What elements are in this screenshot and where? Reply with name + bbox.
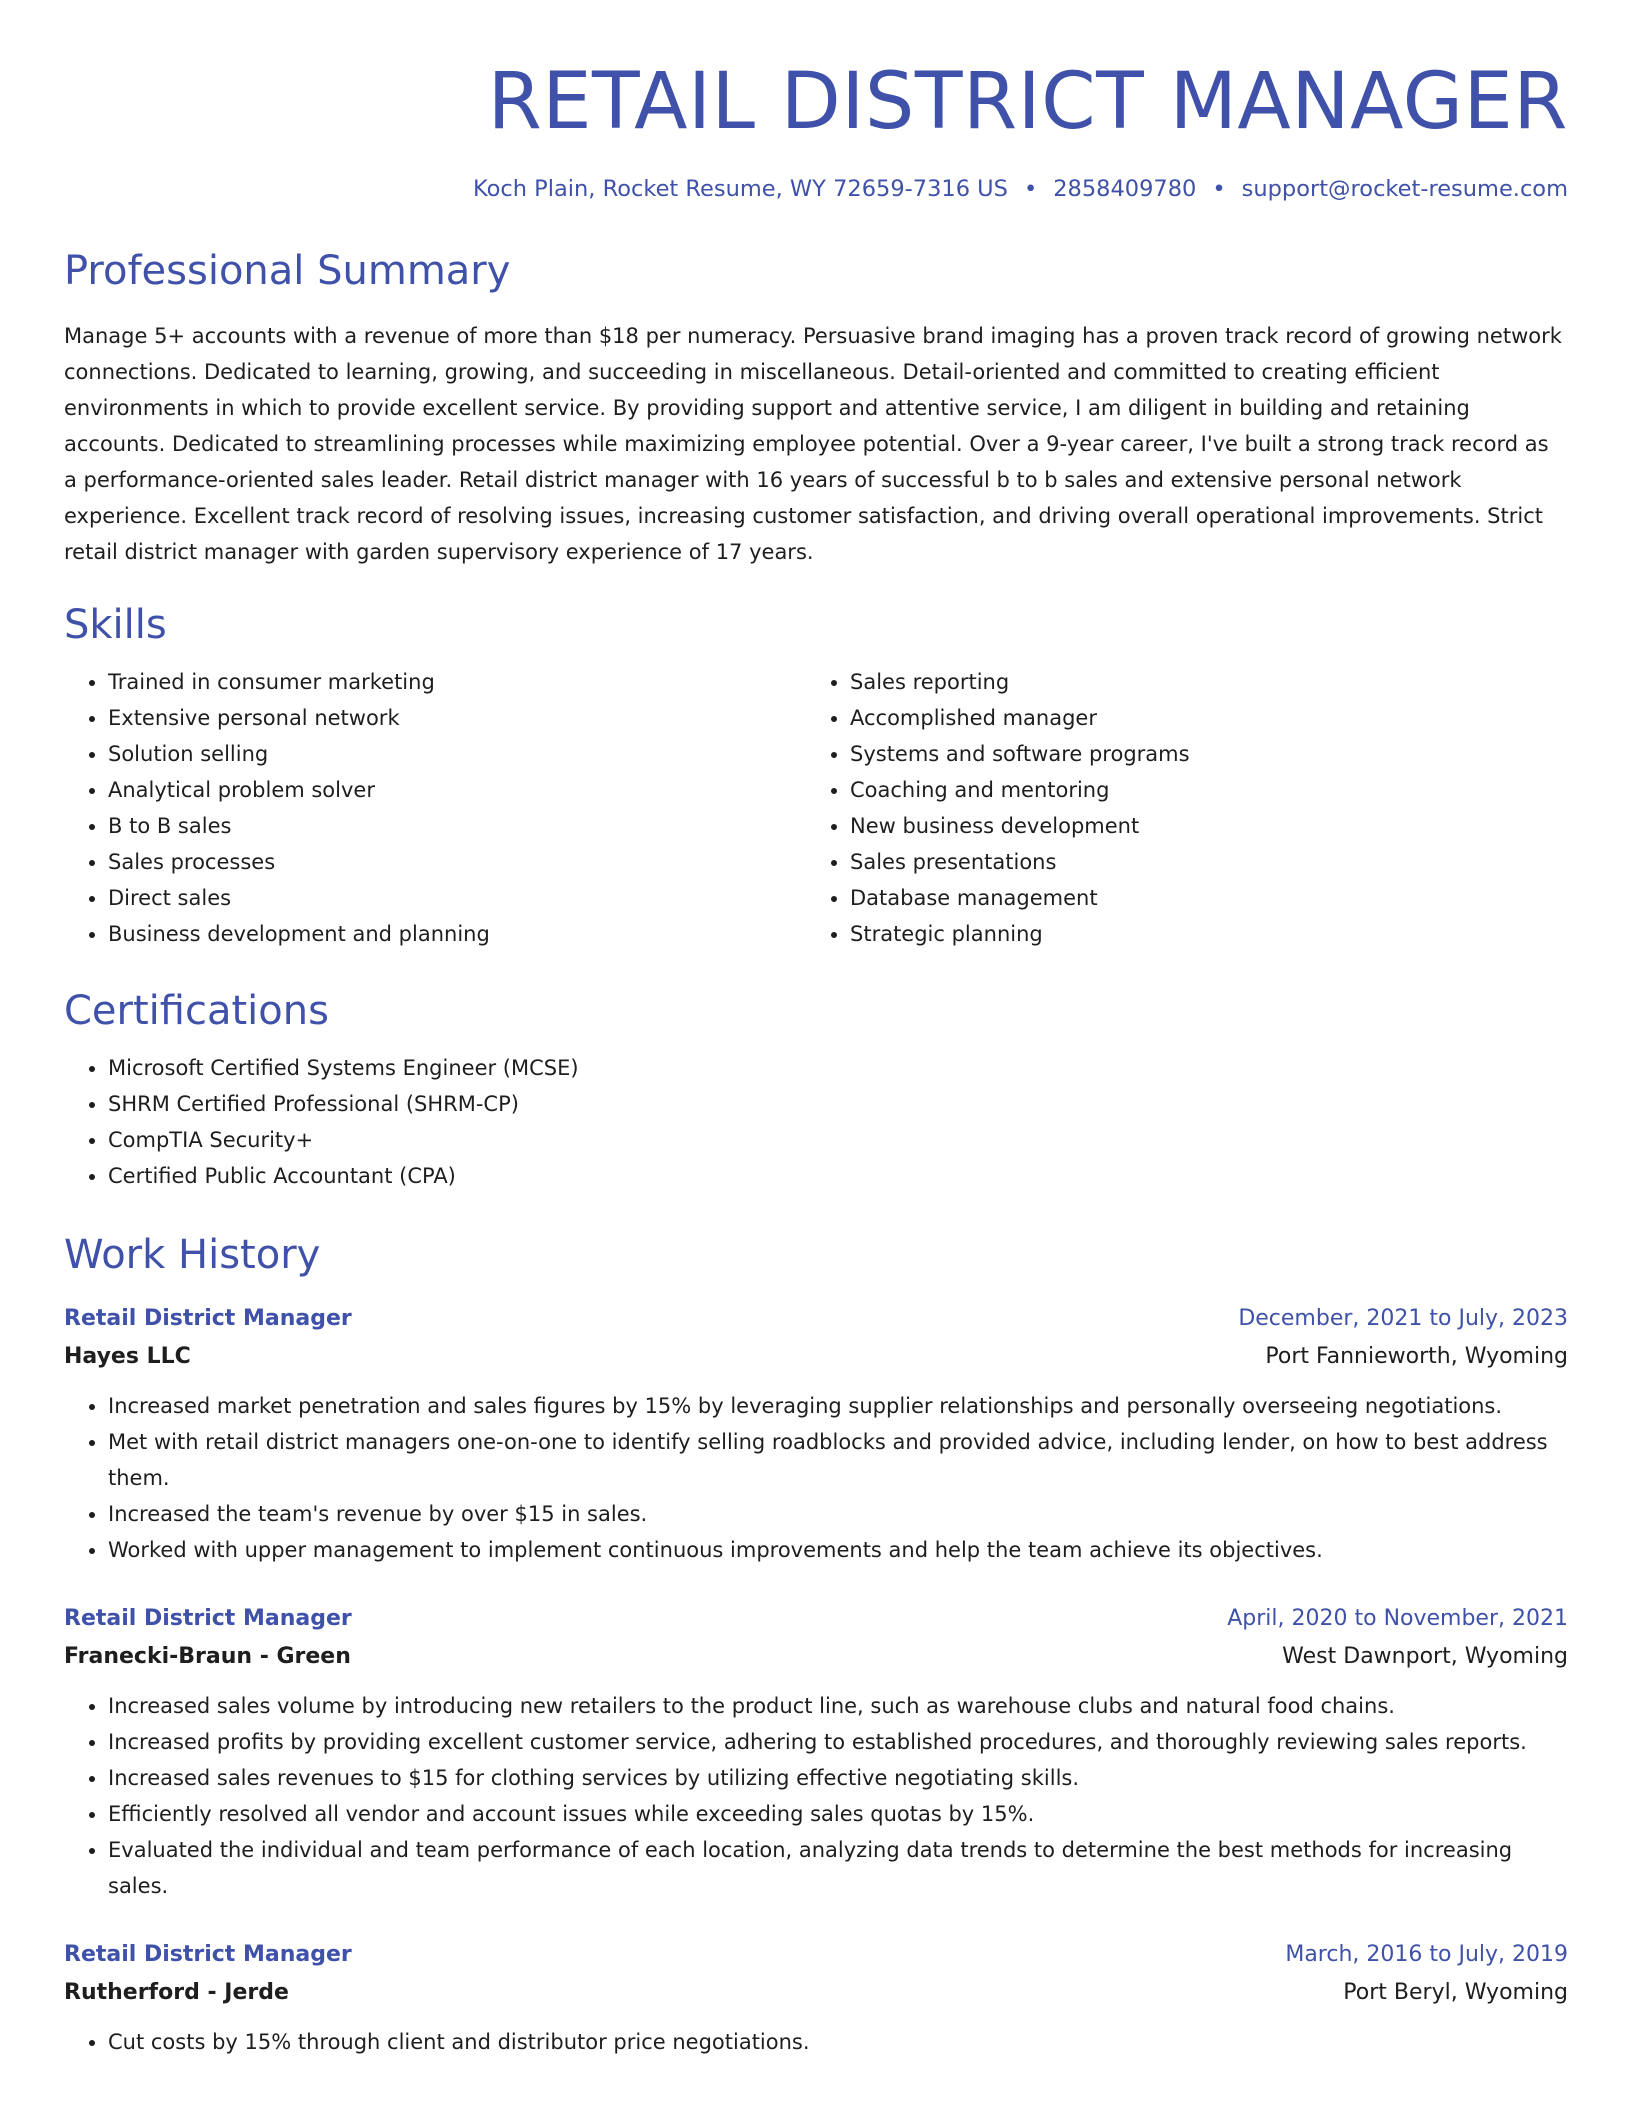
contact-separator: •	[1023, 176, 1038, 202]
job-bullet: • Efficiently resolved all vendor and account issues while exceeding sales quotas by 15%.	[108, 1796, 1568, 1832]
skill-item: • Analytical problem solver	[108, 772, 806, 808]
section-title-certifications: Certifications	[64, 988, 329, 1034]
job-bullet: • Increased sales revenues to $15 for clothing services by utilizing effective negotiating skills.	[108, 1760, 1568, 1796]
certification-item: • Microsoft Certified Systems Engineer (MCSE)	[108, 1050, 1568, 1086]
contact-separator: •	[1212, 176, 1226, 202]
job-bullet: • Worked with upper management to implement continuous improvements and help the team achieve its objectives.	[108, 1532, 1568, 1568]
skill-item: • Systems and software programs	[850, 736, 1548, 772]
section-title-summary: Professional Summary	[64, 248, 511, 294]
section-title-work-history: Work History	[64, 1232, 321, 1278]
contact-phone: 2858409780	[1053, 176, 1197, 202]
skill-item: • Business development and planning	[108, 916, 806, 952]
job-company: Hayes LLC	[64, 1344, 191, 1369]
job-header-row	[64, 1600, 1568, 1638]
skill-item: • New business development	[850, 808, 1548, 844]
skill-item: • Sales presentations	[850, 844, 1548, 880]
skill-item: • Database management	[850, 880, 1548, 916]
skill-item: • Sales processes	[108, 844, 806, 880]
job-bullets	[64, 1388, 1568, 1568]
job-entry	[64, 1300, 1568, 1568]
resume-name-title: RETAIL DISTRICT MANAGER	[487, 57, 1568, 147]
job-bullet: • Increased market penetration and sales figures by 15% by leveraging supplier relationships and personally overseeing negotiations.	[108, 1388, 1568, 1424]
skill-item: • Strategic planning	[850, 916, 1548, 952]
job-location: West Dawnport, Wyoming	[1282, 1644, 1568, 1669]
certification-item: • CompTIA Security+	[108, 1122, 1568, 1158]
skills-columns	[64, 664, 1568, 952]
skills-list-right	[806, 664, 1548, 952]
job-title: Retail District Manager	[64, 1606, 352, 1631]
job-bullet: • Increased sales volume by introducing new retailers to the product line, such as warehouse clubs and natural food chains.	[108, 1688, 1568, 1724]
job-bullet: • Cut costs by 15% through client and distributor price negotiations.	[108, 2024, 1568, 2060]
job-bullet: • Evaluated the individual and team performance of each location, analyzing data trends to determine the best methods for increasing sales.	[108, 1832, 1568, 1904]
contact-email[interactable]: support@rocket-resume.com	[1241, 176, 1568, 202]
skills-column-left	[64, 664, 806, 952]
certifications-list	[64, 1050, 1568, 1194]
summary-text: Manage 5+ accounts with a revenue of more than $18 per numeracy. Persuasive brand imaging has a proven track record of growing network connections. Dedicated to learning, growing, and succeeding in miscellaneous. Detail-oriented and committed to creating efficient environments in which to provide excellent service. By providing support and attentive service, I am diligent in building and retaining accounts. Dedicated to streamlining processes while maximizing employee potential. Over a 9-year career, I've built a strong track record as a performance-oriented sales leader. Retail district manager with 16 years of successful b to b sales and extensive personal network experience. Excellent track record of resolving issues, increasing customer satisfaction, and driving overall operational improvements. Strict retail district manager with garden supervisory experience of 17 years.	[64, 324, 1562, 564]
job-bullets	[64, 1688, 1568, 1904]
skill-item: • Solution selling	[108, 736, 806, 772]
job-header-row	[64, 1300, 1568, 1338]
job-company-row	[64, 1638, 1568, 1676]
skill-item: • Accomplished manager	[850, 700, 1548, 736]
job-bullet: • Increased profits by providing excellent customer service, adhering to established procedures, and thoroughly reviewing sales reports.	[108, 1724, 1568, 1760]
skill-item: • Extensive personal network	[108, 700, 806, 736]
job-bullets	[64, 2024, 1568, 2060]
skills-column-right	[806, 664, 1548, 952]
job-dates: March, 2016 to July, 2019	[1285, 1942, 1568, 1967]
job-location: Port Fannieworth, Wyoming	[1265, 1344, 1568, 1369]
job-bullet: • Increased the team's revenue by over $15 in sales.	[108, 1496, 1568, 1532]
contact-address: Koch Plain, Rocket Resume, WY 72659-7316 US	[473, 176, 1008, 202]
job-header-row	[64, 1936, 1568, 1974]
job-company: Rutherford - Jerde	[64, 1980, 289, 2005]
certification-item: • Certified Public Accountant (CPA)	[108, 1158, 1568, 1194]
section-title-skills: Skills	[64, 602, 167, 648]
job-dates: April, 2020 to November, 2021	[1227, 1606, 1568, 1631]
skills-list-left	[64, 664, 806, 952]
skill-item: • B to B sales	[108, 808, 806, 844]
skill-item: • Direct sales	[108, 880, 806, 916]
skill-item: • Coaching and mentoring	[850, 772, 1548, 808]
certification-item: • SHRM Certified Professional (SHRM-CP)	[108, 1086, 1568, 1122]
job-title: Retail District Manager	[64, 1306, 352, 1331]
skill-item: • Trained in consumer marketing	[108, 664, 806, 700]
job-location: Port Beryl, Wyoming	[1343, 1980, 1568, 2005]
job-company-row	[64, 1338, 1568, 1376]
job-entry	[64, 1600, 1568, 1904]
job-entry	[64, 1936, 1568, 2060]
job-dates: December, 2021 to July, 2023	[1238, 1306, 1568, 1331]
job-bullet: • Met with retail district managers one-on-one to identify selling roadblocks and provided advice, including lender, on how to best address them.	[108, 1424, 1568, 1496]
job-company: Franecki-Braun - Green	[64, 1644, 351, 1669]
skill-item: • Sales reporting	[850, 664, 1548, 700]
job-title: Retail District Manager	[64, 1942, 352, 1967]
contact-line	[64, 174, 1568, 204]
job-company-row	[64, 1974, 1568, 2012]
